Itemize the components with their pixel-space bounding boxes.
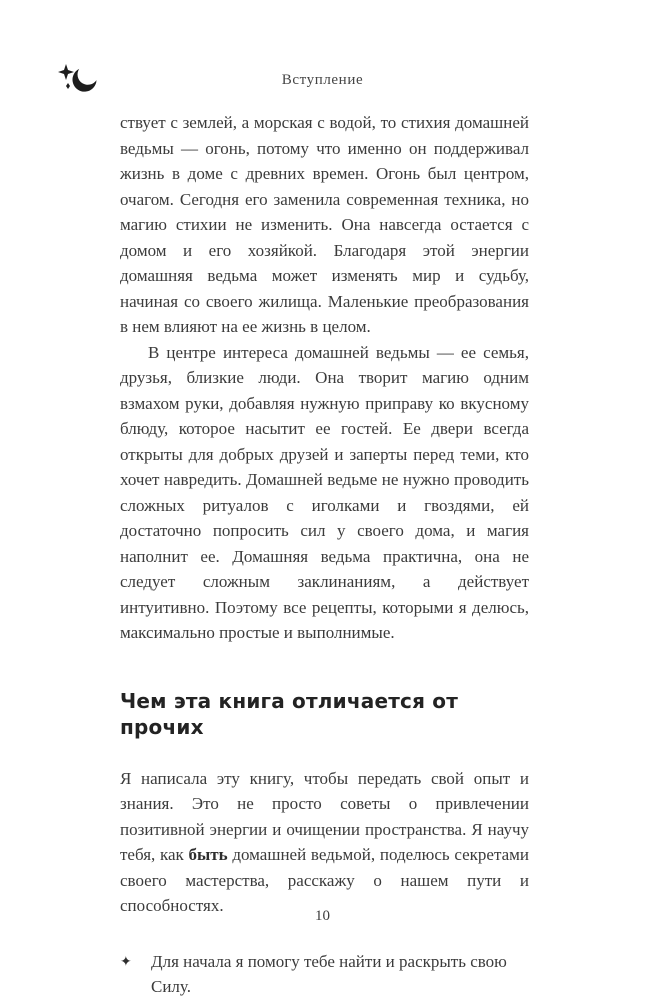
- section-heading: Чем эта книга отличается от прочих: [120, 688, 459, 739]
- paragraph: В центре интереса домашней ведьмы — ее семья, друзья, близкие люди. Она творит магию одним взмахом руки, добавляя нужную приправу ко вкусному блюду, которое насытит ее гостей. Ее двери всегда открыты для добрых друзей и заперты перед теми, кто хочет навредить. Домашней ведьме не нужно проводить сложных ритуалов с иголками и гвоздями, ей достаточно попросить сил у своего дома, и магия наполнит ее. Домашняя ведьма практична, она не следует сложным заклинаниям, а действует интуитивно. Поэтому все рецепты, которыми я делюсь, максимально простые и выполнимые.: [120, 342, 529, 642]
- page-body: [120, 110, 529, 1000]
- intro-bold-word: быть: [188, 845, 228, 864]
- page-number: 10: [315, 908, 330, 924]
- paragraph-continuation: ствует с землей, а морская с водой, то стихия домашней ведьмы — огонь, потому что именно он поддерживал жизнь в доме с древних времен. Огонь был центром, очагом. Сегодня его заменила современная техника, но магию стихии не изменить. Она навсегда остается с домом и его хозяйкой. Благодаря этой энергии домашняя ведьма может изменять мир и судьбу, начиная со своего жилища. Маленькие преобразования в нем влияют на ее жизнь в целом.: [120, 113, 529, 336]
- bullet-list: [120, 949, 529, 1000]
- running-title: Вступление: [281, 72, 364, 88]
- bullet-star-icon: ✦: [120, 954, 132, 970]
- list-item-text: Для начала я помогу тебе найти и раскрыть свою Силу.: [151, 951, 507, 996]
- intro-text-before: Я написала эту книгу, чтобы передать свой опыт и знания. Это не просто советы о привлечении позитивной энергии и очищении пространства. Я научу тебя, как: [120, 768, 529, 864]
- paragraph-intro: [120, 766, 529, 919]
- intro-text-after: домашней ведьмой, поделюсь секретами своего мастерства, расскажу о нашем пути и способностях.: [120, 845, 529, 915]
- list-item: [120, 949, 529, 1000]
